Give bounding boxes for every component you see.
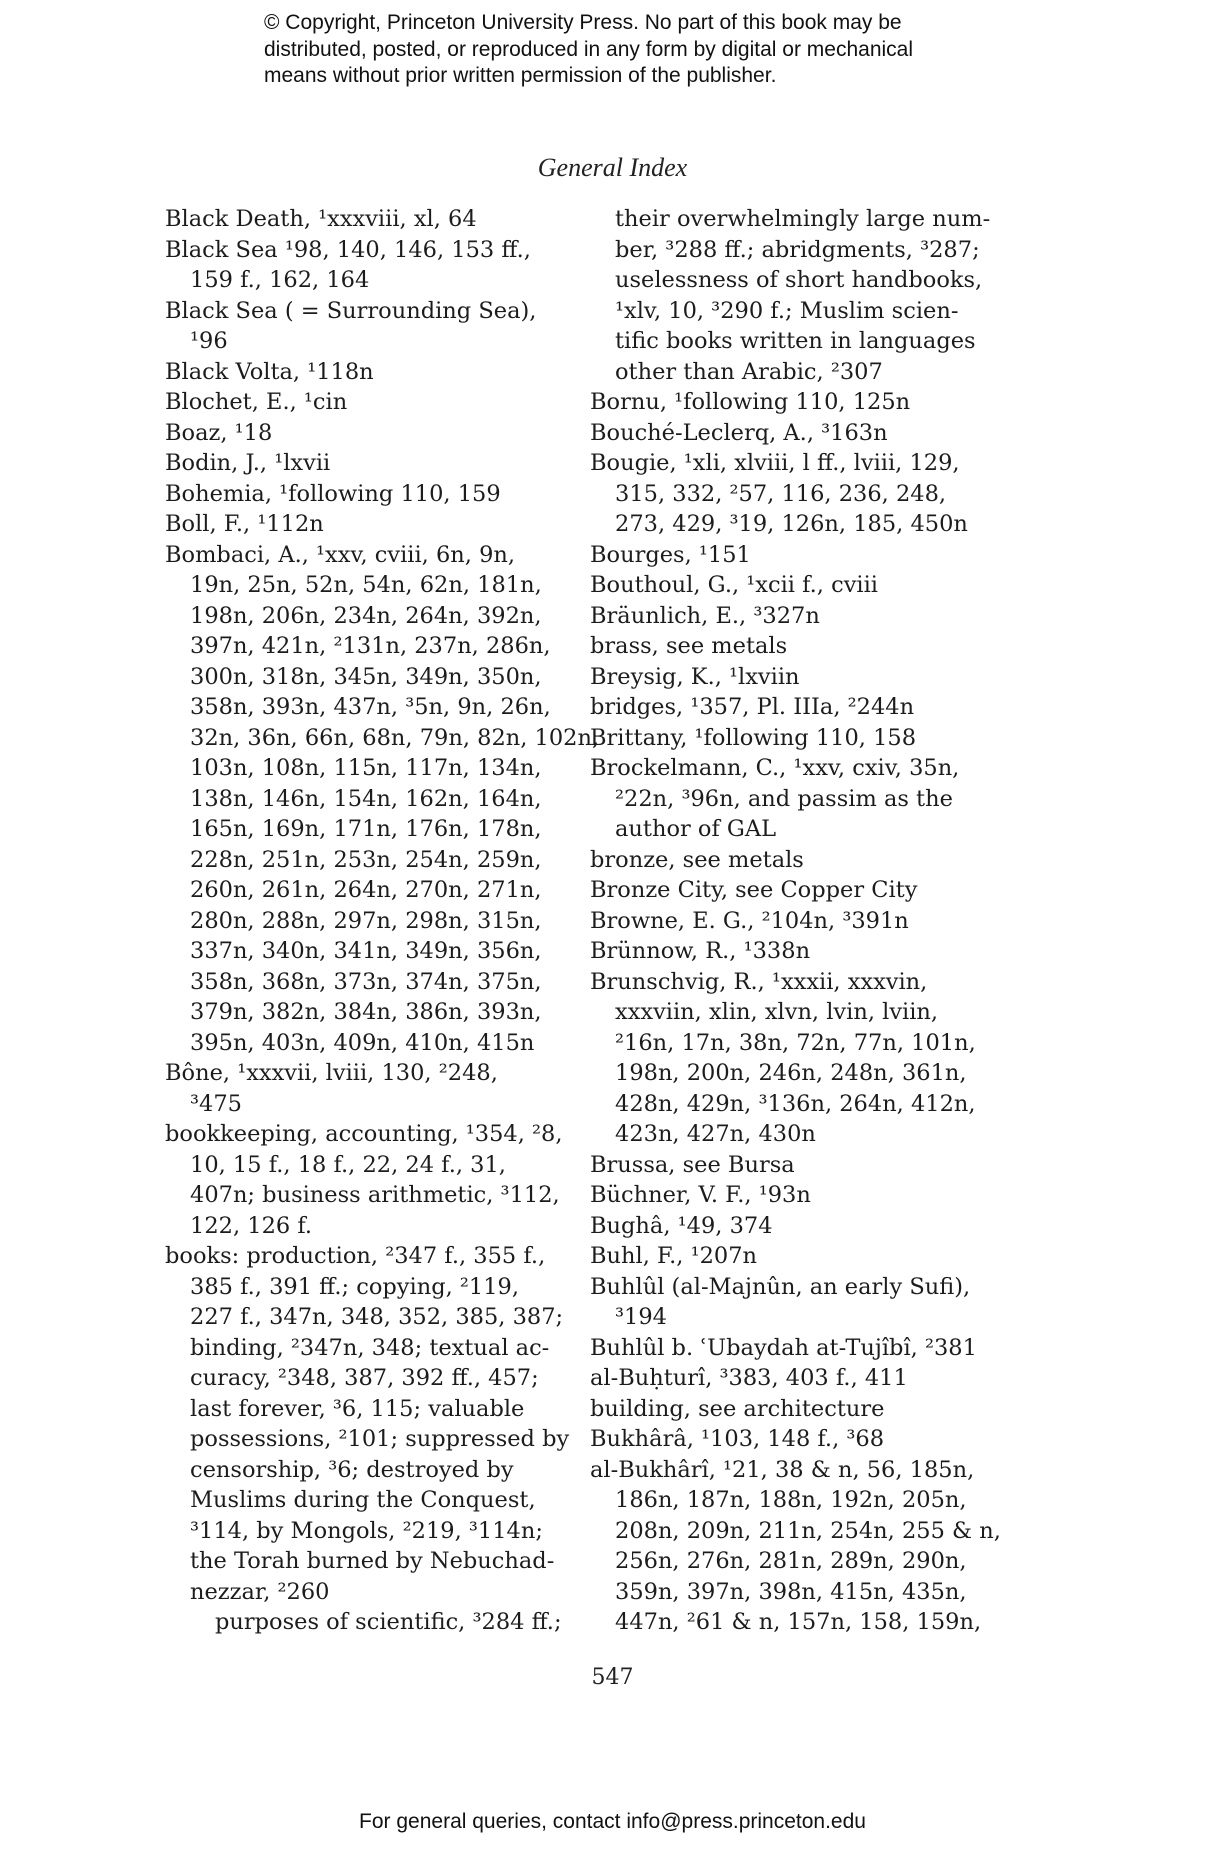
index-entry-line: ²22n, ³96n, and passim as the <box>615 785 953 812</box>
index-entry-line: 385 f., 391 ff.; copying, ²119, <box>190 1273 520 1300</box>
index-entry-line: 186n, 187n, 188n, 192n, 205n, <box>615 1487 967 1513</box>
index-entry-line: xxxviin, xlin, xlvn, lvin, lviin, <box>615 999 939 1025</box>
index-entry-line: Boll, F., ¹112n <box>165 511 324 537</box>
index-entry-line: 397n, 421n, ²131n, 237n, 286n, <box>190 633 551 659</box>
index-entry-line: 273, 429, ³19, 126n, 185, 450n <box>615 511 968 537</box>
index-entry-line: Muslims during the Conquest, <box>190 1487 536 1513</box>
index-entry-line: 358n, 393n, 437n, ³5n, 9n, 26n, <box>190 694 551 720</box>
index-entry-line: 358n, 368n, 373n, 374n, 375n, <box>190 968 542 995</box>
copyright-line: distributed, posted, or reproduced in any form by digital or mechanical <box>264 37 914 61</box>
index-entry-line: 428n, 429n, ³136n, 264n, 412n, <box>615 1090 976 1117</box>
index-entry-line: 165n, 169n, 171n, 176n, 178n, <box>190 816 542 842</box>
index-column-left <box>165 204 600 1638</box>
index-entry-line: Bornu, ¹following 110, 125n <box>590 389 911 415</box>
index-entry-line: last forever, ³6, 115; valuable <box>190 1395 525 1422</box>
index-entry-line: Brittany, ¹following 110, 158 <box>590 724 917 751</box>
index-entry-line: brass, see metals <box>590 633 788 659</box>
index-entry-line: ³475 <box>190 1090 242 1117</box>
index-entry-line: 198n, 200n, 246n, 248n, 361n, <box>615 1060 967 1086</box>
index-entry-line: al-Bukhârî, ¹21, 38 & n, 56, 185n, <box>590 1456 975 1483</box>
index-entry-line: uselessness of short handbooks, <box>615 267 983 293</box>
index-entry-line: 315, 332, ²57, 116, 236, 248, <box>615 480 947 507</box>
index-entry-line: ¹96 <box>190 328 228 354</box>
index-entry-line: 227 f., 347n, 348, 352, 385, 387; <box>190 1304 564 1330</box>
page-number: 547 <box>591 1665 634 1690</box>
index-entry-line: ¹xlv, 10, ³290 f.; Muslim scien- <box>615 297 959 324</box>
index-entry-line: 198n, 206n, 234n, 264n, 392n, <box>190 602 542 629</box>
index-entry-line: ²16n, 17n, 38n, 72n, 77n, 101n, <box>615 1029 976 1056</box>
index-entry-line: ber, ³288 ff.; abridgments, ³287; <box>615 236 980 263</box>
index-entry-line: Bukhârâ, ¹103, 148 f., ³68 <box>590 1426 885 1452</box>
index-entry-line: books: production, ²347 f., 355 f., <box>165 1243 546 1269</box>
index-entry-line: 407n; business arithmetic, ³112, <box>190 1182 560 1208</box>
index-entry-line: 122, 126 f. <box>190 1212 313 1239</box>
index-entry-line: Buhlûl b. ʿUbaydah at-Tujîbî, ²381 <box>590 1334 977 1361</box>
index-entry-line: Blochet, E., ¹cin <box>165 389 348 415</box>
index-entry-line: Bouché-Leclerq, A., ³163n <box>590 419 888 446</box>
footer-contact: For general queries, contact info@press.princeton.edu <box>359 1810 866 1833</box>
index-entry-line: 138n, 146n, 154n, 162n, 164n, <box>190 785 542 812</box>
index-entry-line: censorship, ³6; destroyed by <box>190 1456 514 1483</box>
index-entry-line: ³194 <box>615 1304 667 1330</box>
index-entry-line: 300n, 318n, 345n, 349n, 350n, <box>190 663 542 690</box>
index-entry-line: 359n, 397n, 398n, 415n, 435n, <box>615 1578 967 1605</box>
index-entry-line: Brussa, see Bursa <box>590 1151 795 1178</box>
copyright-line: means without prior written permission of the publisher. <box>264 64 777 87</box>
index-entry-line: possessions, ²101; suppressed by <box>190 1426 570 1452</box>
index-entry-line: Büchner, V. F., ¹93n <box>590 1182 811 1208</box>
index-entry-line: Buhl, F., ¹207n <box>590 1243 758 1269</box>
index-entry-line: al-Buḥturî, ³383, 403 f., 411 <box>590 1365 908 1391</box>
index-entry-line: Bouthoul, G., ¹xcii f., cviii <box>590 572 879 598</box>
index-entry-line: Bourges, ¹151 <box>590 541 751 568</box>
index-entry-line: Black Death, ¹xxxviii, xl, 64 <box>165 206 477 232</box>
running-head: General Index <box>537 153 688 182</box>
index-entry-line: binding, ²347n, 348; textual ac- <box>190 1334 550 1361</box>
index-entry-line: 423n, 427n, 430n <box>615 1121 816 1147</box>
index-entry-line: Brockelmann, C., ¹xxv, cxiv, 35n, <box>590 755 960 781</box>
index-entry-line: Browne, E. G., ²104n, ³391n <box>590 907 909 934</box>
index-entry-line: curacy, ²348, 387, 392 ff., 457; <box>190 1365 539 1391</box>
index-entry-line: 208n, 209n, 211n, 254n, 255 & n, <box>615 1517 1001 1544</box>
index-entry-line: Bräunlich, E., ³327n <box>590 602 820 629</box>
index-entry-line: 447n, ²61 & n, 157n, 158, 159n, <box>615 1609 982 1635</box>
index-entry-line: bronze, see metals <box>590 846 804 873</box>
copyright-line: © Copyright, Princeton University Press. No part of this book may be <box>264 11 902 34</box>
index-entry-line: 103n, 108n, 115n, 117n, 134n, <box>190 755 542 781</box>
index-entry-line: Breysig, K., ¹lxviin <box>590 663 800 690</box>
index-entry-line: Bône, ¹xxxvii, lviii, 130, ²248, <box>165 1060 498 1086</box>
index-entry-line: other than Arabic, ²307 <box>615 358 883 385</box>
index-entry-line: Brünnow, R., ¹338n <box>590 938 811 964</box>
index-entry-line: Bougie, ¹xli, xlviii, l ff., lviii, 129, <box>590 450 960 476</box>
index-entry-line: Black Sea ¹98, 140, 146, 153 ff., <box>165 236 531 263</box>
index-entry-line: 395n, 403n, 409n, 410n, 415n <box>190 1029 535 1056</box>
copyright-notice <box>264 10 1024 90</box>
index-entry-line: ³114, by Mongols, ²219, ³114n; <box>190 1517 543 1544</box>
index-entry-line: 159 f., 162, 164 <box>190 267 370 293</box>
index-entry-line: building, see architecture <box>590 1395 885 1422</box>
index-entry-line: the Torah burned by Nebuchad- <box>190 1548 555 1574</box>
index-entry-line: Bombaci, A., ¹xxv, cviii, 6n, 9n, <box>165 541 516 568</box>
index-entry-line: Black Volta, ¹118n <box>165 358 374 385</box>
index-entry-line: 32n, 36n, 66n, 68n, 79n, 82n, 102n, <box>190 724 600 751</box>
index-entry-line: 256n, 276n, 281n, 289n, 290n, <box>615 1548 967 1574</box>
index-entry-line: Bughâ, ¹49, 374 <box>590 1212 773 1239</box>
index-entry-line: Bodin, J., ¹lxvii <box>165 450 331 476</box>
index-entry-line: Brunschvig, R., ¹xxxii, xxxvin, <box>590 968 928 995</box>
index-entry-line: author of GAL <box>615 816 777 842</box>
index-entry-line: 10, 15 f., 18 f., 22, 24 f., 31, <box>190 1151 506 1178</box>
index-entry-line: Bronze City, see Copper City <box>590 877 918 903</box>
index-entry-line: Black Sea ( = Surrounding Sea), <box>165 297 537 324</box>
index-entry-line: 19n, 25n, 52n, 54n, 62n, 181n, <box>190 572 542 598</box>
index-entry-line: 260n, 261n, 264n, 270n, 271n, <box>190 877 542 903</box>
index-entry-line: tific books written in languages <box>615 328 976 354</box>
index-entry-line: 379n, 382n, 384n, 386n, 393n, <box>190 999 542 1025</box>
index-entry-line: Bohemia, ¹following 110, 159 <box>165 480 501 507</box>
index-entry-line: bookkeeping, accounting, ¹354, ²8, <box>165 1121 563 1147</box>
index-entry-line: Buhlûl (al-Majnûn, an early Sufi), <box>590 1273 971 1300</box>
index-entry-line: 280n, 288n, 297n, 298n, 315n, <box>190 907 542 934</box>
index-entry-line: 337n, 340n, 341n, 349n, 356n, <box>190 938 542 964</box>
index-column-right <box>590 204 1020 1638</box>
index-entry-line: their overwhelmingly large num- <box>615 206 991 232</box>
index-entry-line: Boaz, ¹18 <box>165 419 273 446</box>
index-entry-line: bridges, ¹357, Pl. IIIa, ²244n <box>590 694 915 720</box>
index-entry-line: purposes of scientific, ³284 ff.; <box>215 1609 562 1635</box>
index-entry-line: nezzar, ²260 <box>190 1578 330 1605</box>
index-entry-line: 228n, 251n, 253n, 254n, 259n, <box>190 846 542 873</box>
